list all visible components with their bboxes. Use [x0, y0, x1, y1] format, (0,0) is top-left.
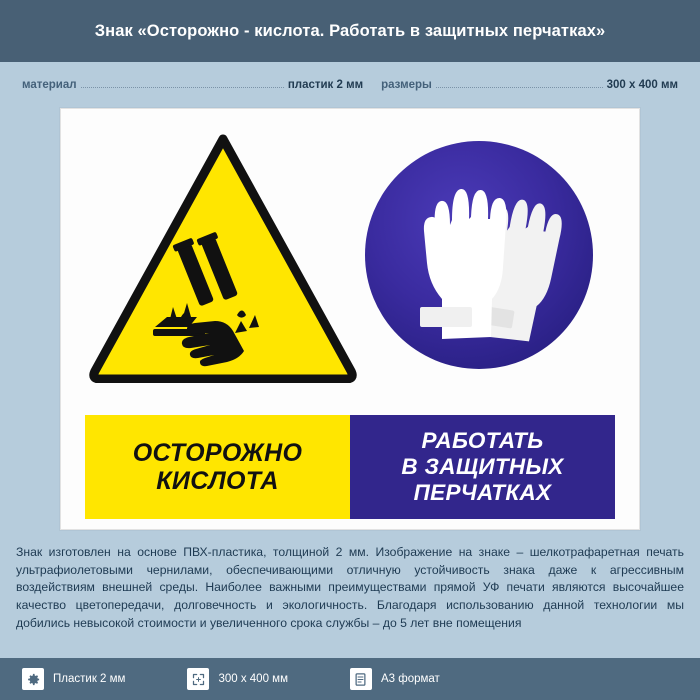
caption-warning-text — [133, 439, 303, 495]
caption-warning-line2: КИСЛОТА — [156, 467, 279, 495]
pictogram-row — [85, 131, 615, 409]
sign-card-wrapper — [0, 108, 700, 530]
caption-bar-warning — [85, 415, 350, 519]
protective-gloves-circle-icon — [361, 137, 597, 373]
caption-mandatory-line3: ПЕРЧАТКАХ — [413, 480, 552, 506]
resize-arrows-icon — [187, 668, 209, 690]
spec-material-label: материал — [22, 79, 77, 91]
caption-bar-mandatory — [350, 415, 615, 519]
dot-leader — [436, 87, 603, 88]
footer-item-format — [350, 668, 440, 690]
document-icon — [350, 668, 372, 690]
spec-size-label: размеры — [381, 79, 432, 91]
caption-mandatory-text — [401, 428, 563, 506]
sign-card — [60, 108, 640, 530]
spec-line — [0, 62, 700, 108]
caption-bars — [85, 415, 615, 519]
spec-size — [363, 79, 678, 91]
page-footer — [0, 658, 700, 700]
footer-material-label: Пластик 2 мм — [53, 673, 126, 685]
footer-size-label: 300 х 400 мм — [218, 673, 288, 685]
dot-leader — [81, 87, 284, 88]
page-header — [0, 0, 700, 62]
gear-icon — [22, 668, 44, 690]
spec-material-value: пластик 2 мм — [287, 79, 364, 91]
product-description: Знак изготовлен на основе ПВХ-пластика, толщиной 2 мм. Изображение на знаке – шелкотрафаретная печать ультрафиолетовыми чернилами, обеспечивающими отличную устойчивость знака даже к агрессивным воздействиям внешней среды. Наиболее важными преимуществами прямой УФ печати являются высочайшее качество цветопередачи, долговечность и экологичность. Благодаря использованию данной технологии мы добились невысокой стоимости и увеличенного срока службы – до 5 лет вне помещения — [16, 545, 684, 630]
spec-material — [22, 79, 363, 91]
page-title: Знак «Осторожно - кислота. Работать в защитных перчатках» — [94, 21, 606, 40]
caption-mandatory-line1: РАБОТАТЬ — [421, 427, 544, 453]
footer-item-size — [187, 668, 288, 690]
footer-item-material — [22, 668, 125, 690]
caption-warning-line1: ОСТОРОЖНО — [132, 439, 303, 467]
spec-size-value: 300 х 400 мм — [606, 79, 679, 91]
caption-mandatory-line2: В ЗАЩИТНЫХ — [401, 453, 564, 479]
corrosive-hazard-triangle-icon — [89, 131, 357, 383]
footer-format-label: А3 формат — [380, 673, 440, 685]
